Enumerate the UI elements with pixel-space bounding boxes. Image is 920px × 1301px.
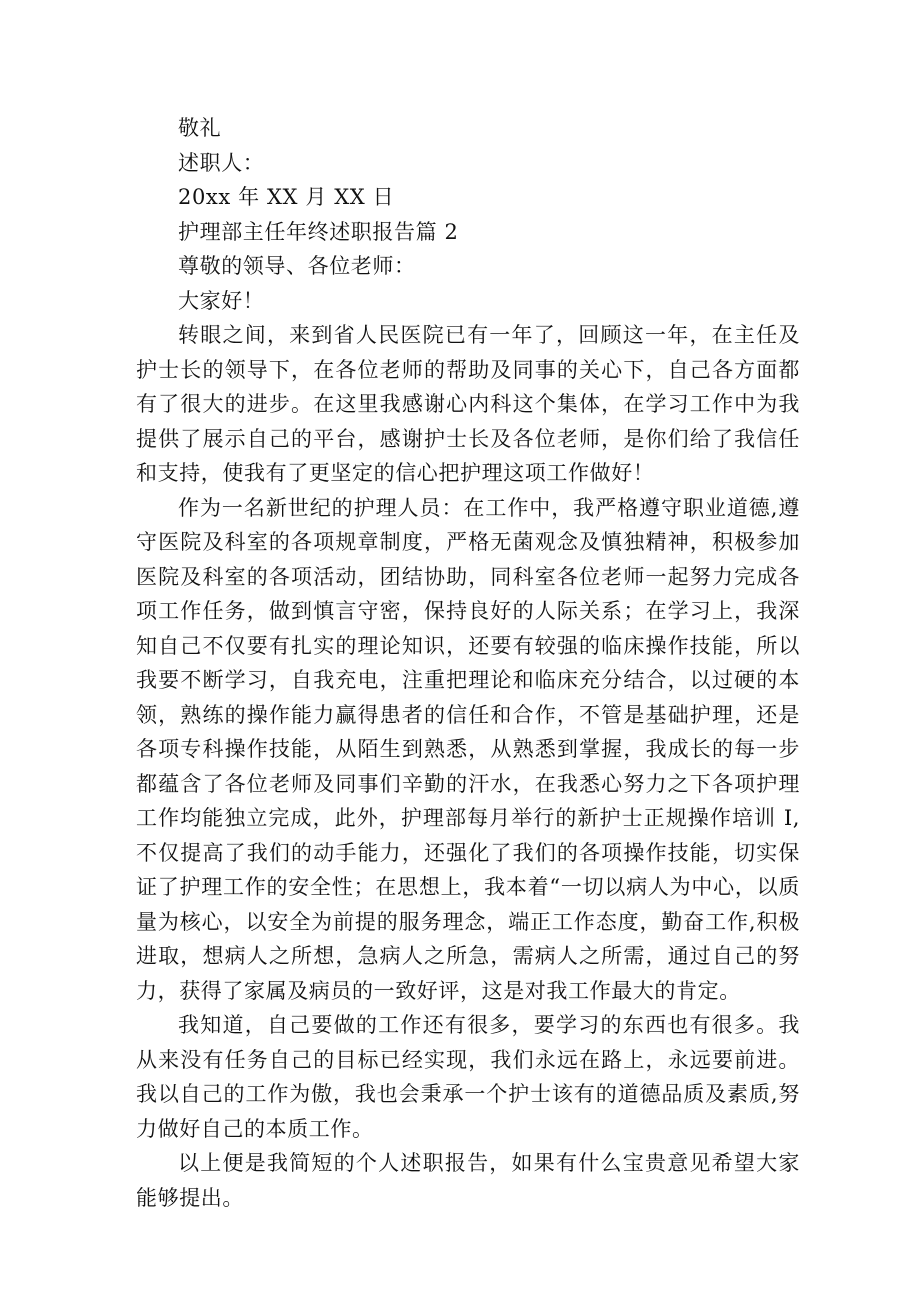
- greeting: 大家好！: [178, 288, 265, 313]
- report-date: 20xx 年 XX 月 XX 日: [178, 185, 395, 209]
- document-body: [136, 111, 800, 1215]
- paragraph-conclusion: 以上便是我简短的个人述职报告，如果有什么宝贵意见希望大家能够提出。: [136, 1151, 800, 1210]
- paragraph-intro: 转眼之间，来到省人民医院已有一年了，回顾这一年，在主任及护士长的领导下，在各位老师的帮助及同事的关心下，自己各方面都有了很大的进步。在这里我感谢心内科这个集体，在学习工作中为我提供了展示自己的平台，感谢护士长及各位老师，是你们给了我信任和支持，使我有了更坚定的信心把护理这项工作做好！: [136, 323, 800, 485]
- paragraph-work: 作为一名新世纪的护理人员：在工作中，我严格遵守职业道德,遵守医院及科室的各项规章制度，严格无菌观念及慎独精神，积极参加医院及科室的各项活动，团结协助，同科室各位老师一起努力完成各项工作任务，做到慎言守密，保持良好的人际关系；在学习上，我深知自己不仅要有扎实的理论知识，还要有较强的临床操作技能，所以我要不断学习，自我充电，注重把理论和临床充分结合，以过硬的本领，熟练的操作能力赢得患者的信任和合作，不管是基础护理，还是各项专科操作技能，从陌生到熟悉，从熟悉到掌握，我成长的每一步都蕴含了各位老师及同事们辛勤的汗水，在我悉心努力之下各项护理工作均能独立完成，此外，护理部每月举行的新护士正规操作培训 I,不仅提高了我们的动手能力，还强化了我们的各项操作技能，切实保证了护理工作的安全性；在思想上，我本着“一切以病人为中心，以质量为核心，以安全为前提的服务理念，端正工作态度，勤奋工作,积极进取，想病人之所想，急病人之所急，需病人之所需，通过自己的努力，获得了家属及病员的一致好评，这是对我工作最大的肯定。: [136, 495, 800, 1003]
- paragraph-outlook: 我知道，自己要做的工作还有很多，要学习的东西也有很多。我从来没有任务自己的目标已经实现，我们永远在路上，永远要前进。我以自己的工作为傲，我也会秉承一个护士该有的道德品质及素质,努力做好自己的本质工作。: [136, 1013, 800, 1141]
- signer-label: 述职人：: [178, 150, 265, 175]
- document-title: 护理部主任年终述职报告篇 2: [178, 219, 459, 244]
- closing-line: 敬礼: [178, 116, 222, 140]
- salutation: 尊敬的领导、各位老师：: [178, 254, 416, 278]
